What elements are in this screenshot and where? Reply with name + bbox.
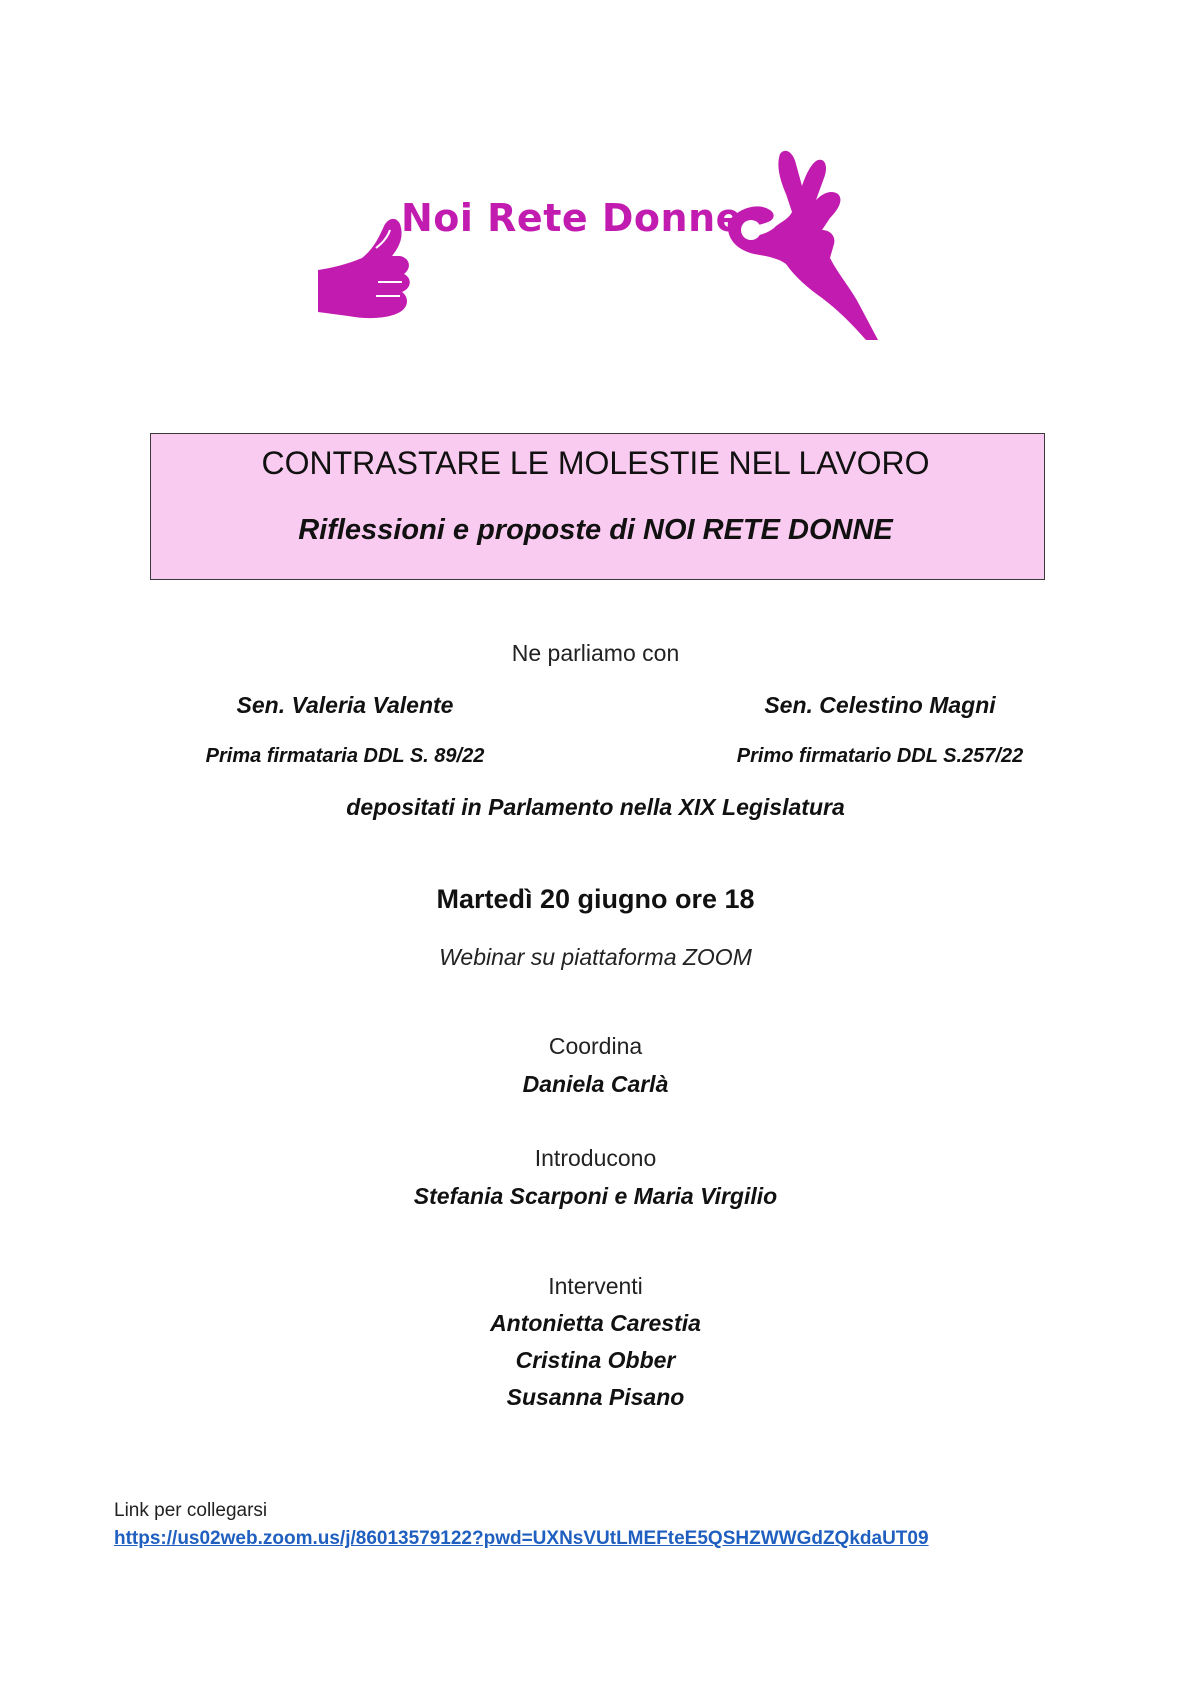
intervention-name: Antonietta Carestia xyxy=(490,1310,701,1336)
link-label: Link per collegarsi xyxy=(114,1500,268,1521)
event-platform: Webinar su piattaforma ZOOM xyxy=(439,944,752,970)
event-title: CONTRASTARE LE MOLESTIE NEL LAVORO xyxy=(261,445,930,481)
intervention-name: Cristina Obber xyxy=(515,1347,676,1373)
speaker-1-role: Prima firmataria DDL S. 89/22 xyxy=(205,745,485,767)
deposited-note: depositati in Parlamento nella XIX Legislatura xyxy=(346,794,845,820)
intervention-name: Susanna Pisano xyxy=(506,1384,685,1410)
introduction-label: Introducono xyxy=(534,1145,657,1171)
logo-text: Noi Rete Donne xyxy=(401,196,742,240)
speaker-1-name: Sen. Valeria Valente xyxy=(236,692,454,718)
zoom-link[interactable]: https://us02web.zoom.us/j/86013579122?pwd=UXNsVUtLMEFteE5QSHZWWGdZQkdaUT09 xyxy=(114,1528,929,1549)
speaker-2-role: Primo firmatario DDL S.257/22 xyxy=(736,745,1024,767)
coordination-label: Coordina xyxy=(548,1033,643,1059)
introduction-names: Stefania Scarponi e Maria Virgilio xyxy=(413,1183,778,1209)
interventions-label: Interventi xyxy=(548,1273,643,1299)
logo xyxy=(318,140,878,340)
event-subtitle: Riflessioni e proposte di NOI RETE DONNE xyxy=(298,514,893,546)
speakers-intro: Ne parliamo con xyxy=(511,640,680,666)
thumbs-up-hand-icon xyxy=(318,219,410,318)
ok-hand-icon xyxy=(728,151,878,340)
coordinator-name: Daniela Carlà xyxy=(522,1071,669,1097)
speaker-2-name: Sen. Celestino Magni xyxy=(764,692,996,718)
event-date: Martedì 20 giugno ore 18 xyxy=(436,884,755,914)
